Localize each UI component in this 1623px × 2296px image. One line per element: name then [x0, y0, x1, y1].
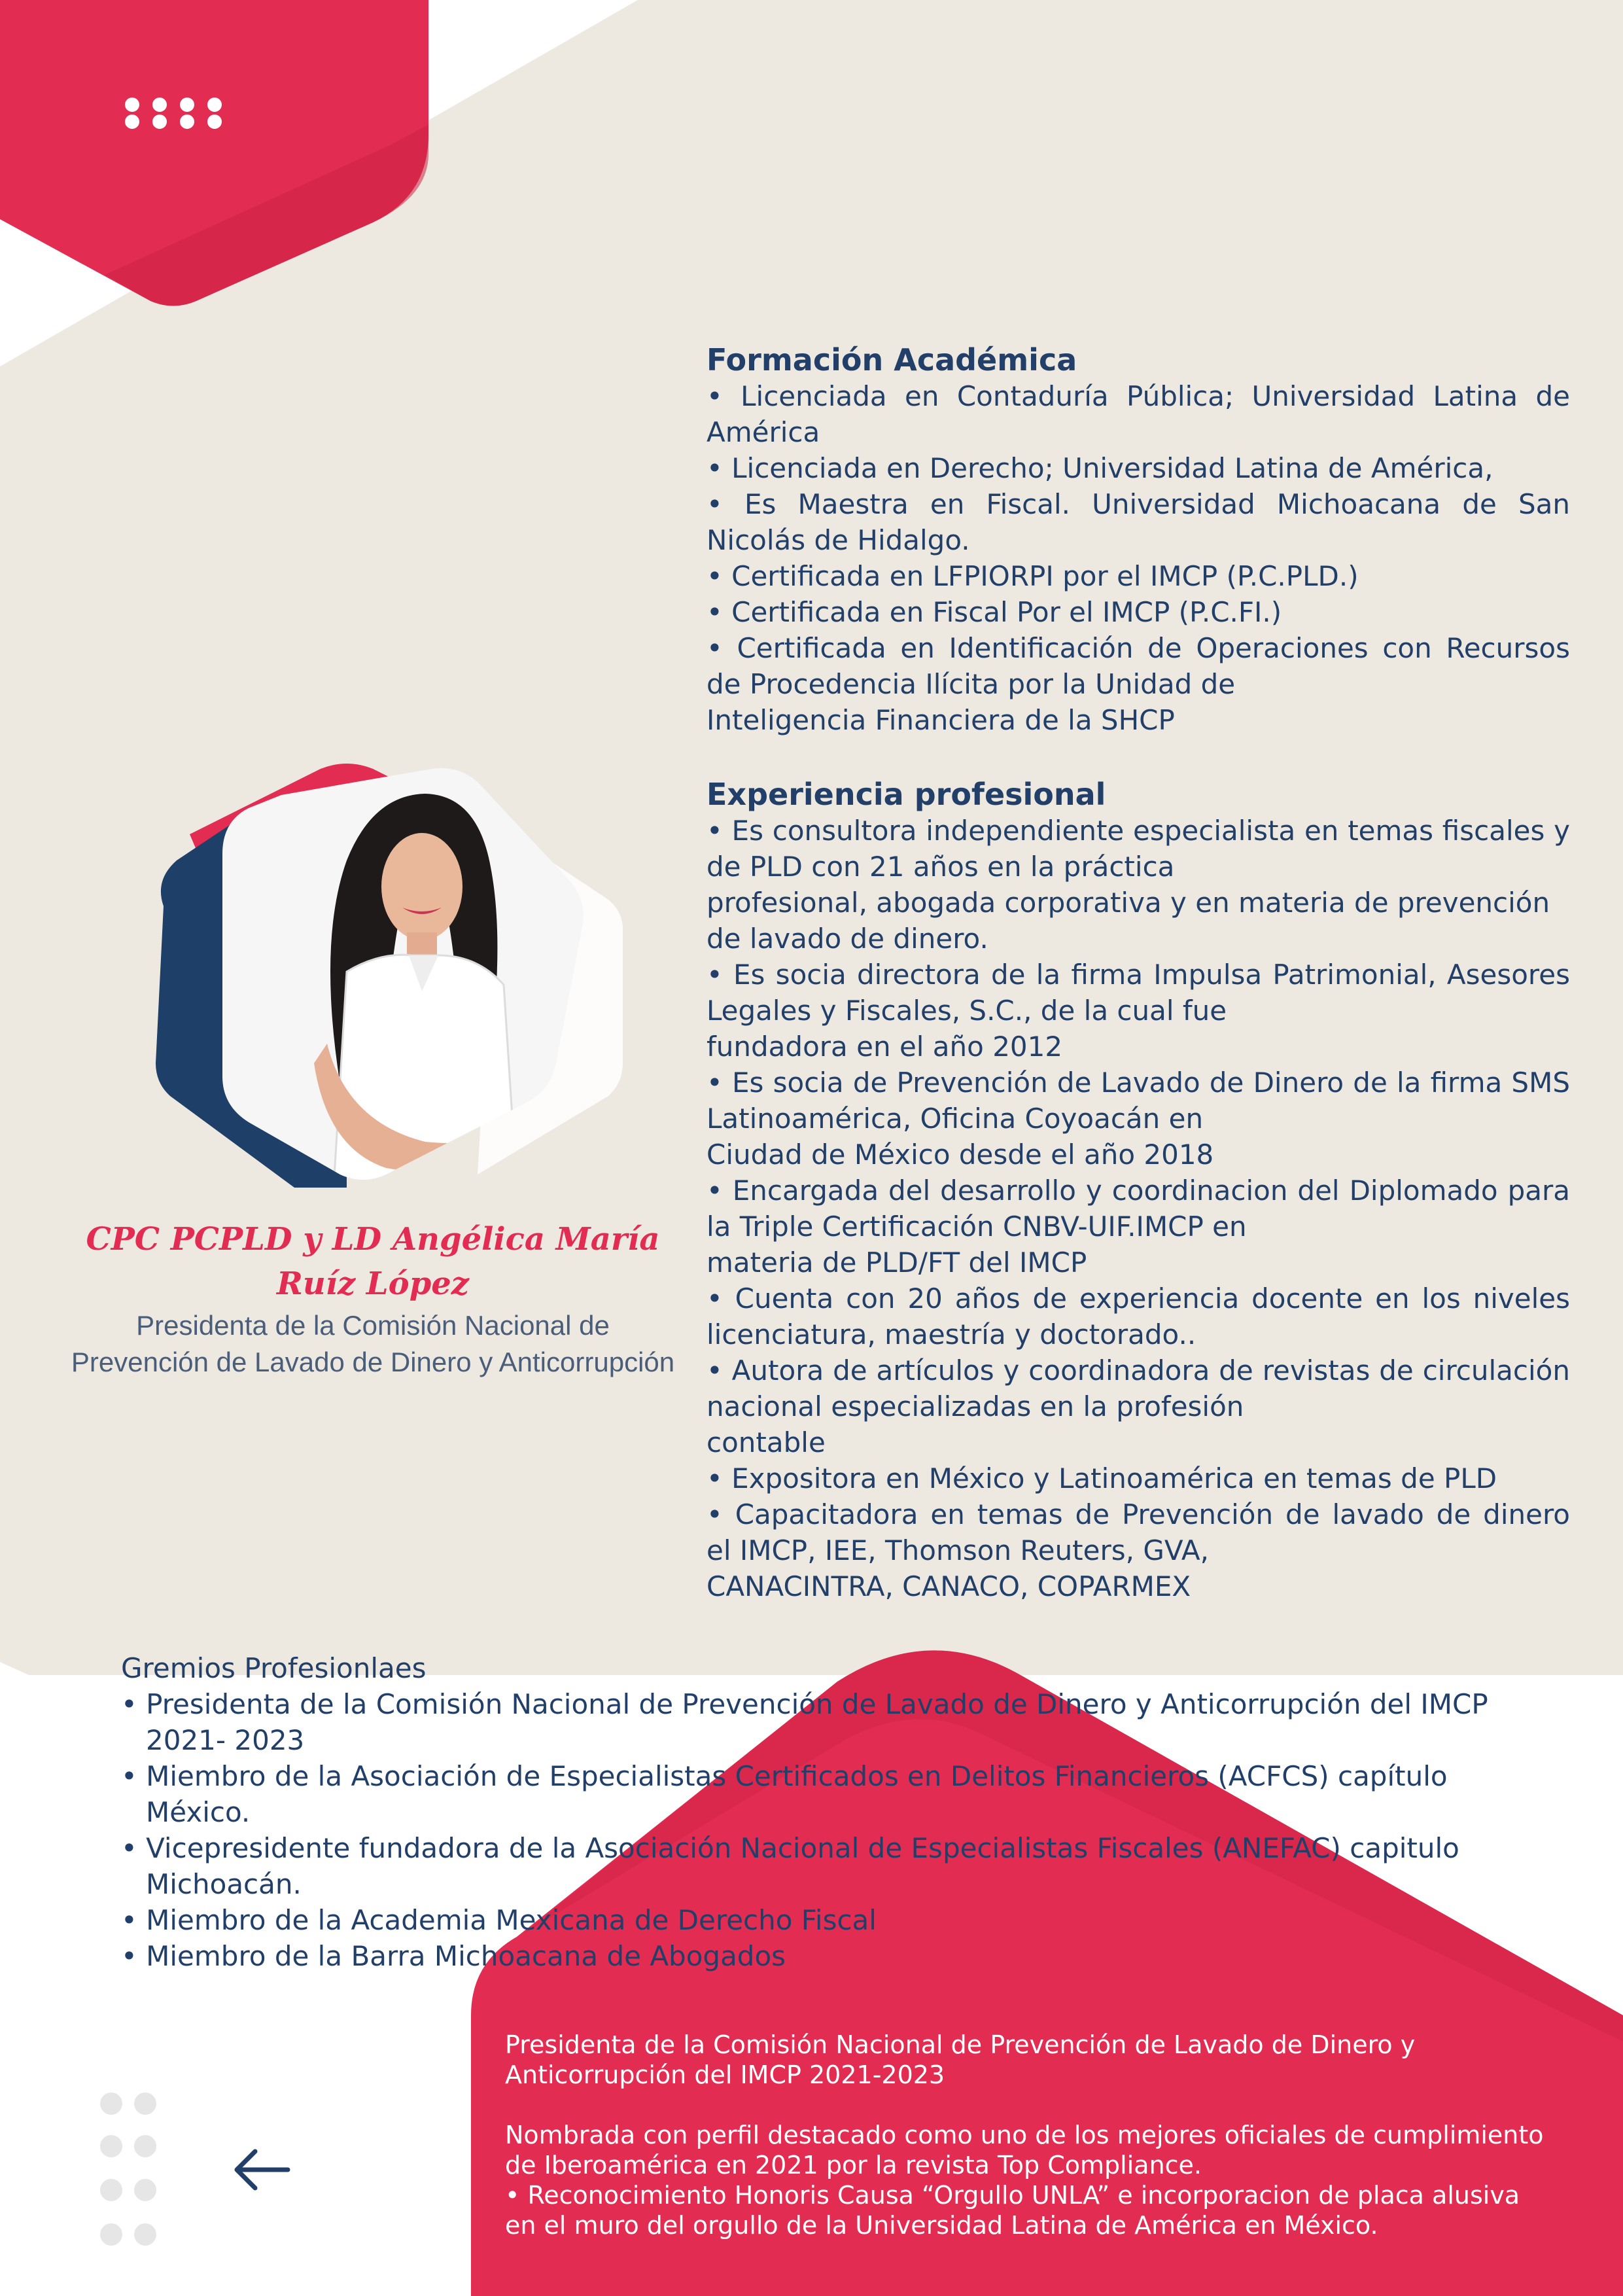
section-awards: [505, 2030, 1571, 2240]
experiencia-line: • Es consultora independiente especialista en temas fiscales y de PLD con 21 años en la práctica: [707, 815, 1570, 883]
experiencia-line: • Autora de artículos y coordinadora de revistas de circulación nacional especializadas en la profesión: [707, 1354, 1570, 1422]
gremios-item: • Miembro de la Asociación de Especialistas Certificados en Delitos Financieros (ACFCS) capítulo: [121, 1760, 1448, 1792]
gremios-title: Gremios Profesionlaes: [121, 1652, 427, 1684]
arrow-left-icon[interactable]: [229, 2138, 294, 2204]
gremios-item: • Miembro de la Barra Michoacana de Abogados: [121, 1940, 786, 1972]
formacion-line: • Es Maestra en Fiscal. Universidad Michoacana de San Nicolás de Hidalgo.: [707, 488, 1570, 556]
formacion-title: Formación Académica: [707, 342, 1077, 378]
experiencia-line: Ciudad de México desde el año 2018: [707, 1139, 1214, 1171]
profile-role: [59, 1307, 687, 1381]
gremios-item: México.: [146, 1796, 251, 1828]
section-experiencia: [707, 776, 1570, 1604]
section-gremios: [121, 1650, 1534, 1974]
awards-p1-line1: Presidenta de la Comisión Nacional de Prevención de Lavado de Dinero y: [505, 2030, 1416, 2059]
experiencia-line: • Cuenta con 20 años de experiencia docente en los niveles licenciatura, maestría y doctorado..: [707, 1282, 1570, 1351]
experiencia-title: Experiencia profesional: [707, 777, 1106, 812]
formacion-line: • Certificada en Fiscal Por el IMCP (P.C.FI.): [707, 596, 1282, 628]
awards-p2-line1: Nombrada con perfil destacado como uno de los mejores oficiales de cumplimiento: [505, 2121, 1544, 2149]
dots-menu-icon[interactable]: [123, 97, 228, 130]
formacion-line: Inteligencia Financiera de la SHCP: [707, 704, 1175, 736]
gremios-item: 2021- 2023: [146, 1724, 305, 1756]
profile-role-line2: Prevención de Lavado de Dinero y Anticorrupción: [71, 1347, 675, 1377]
profile-photo-frame: [150, 756, 628, 1188]
experiencia-line: • Es socia directora de la firma Impulsa Patrimonial, Asesores Legales y Fiscales, S.C., de la cual fue: [707, 959, 1570, 1027]
awards-p3-line1: • Reconocimiento Honoris Causa “Orgullo UNLA” e incorporacion de placa alusiva: [505, 2181, 1520, 2210]
awards-p3-line2: en el muro del orgullo de la Universidad Latina de América en México.: [505, 2211, 1378, 2240]
experiencia-line: • Expositora en México y Latinoamérica en temas de PLD: [707, 1462, 1497, 1494]
section-formacion: [707, 342, 1570, 738]
experiencia-line: • Capacitadora en temas de Prevención de lavado de dinero el IMCP, IEE, Thomson Reuters, GVA,: [707, 1498, 1570, 1566]
profile-name-line1: CPC PCPLD y LD Angélica María: [86, 1221, 660, 1258]
awards-p2-line2: de Iberoamérica en 2021 por la revista Top Compliance.: [505, 2151, 1202, 2180]
awards-p1-line2: Anticorrupción del IMCP 2021-2023: [505, 2060, 945, 2089]
experiencia-line: profesional, abogada corporativa y en materia de prevención de lavado de dinero.: [707, 887, 1550, 955]
profile-name-line2: Ruíz López: [276, 1265, 470, 1302]
experiencia-line: contable: [707, 1426, 826, 1458]
profile-name: [59, 1217, 687, 1306]
gremios-item: Michoacán.: [146, 1868, 302, 1900]
experiencia-line: materia de PLD/FT del IMCP: [707, 1246, 1087, 1279]
gremios-item: • Presidenta de la Comisión Nacional de Prevención de Lavado de Dinero y Anticorrupción del IMCP: [121, 1688, 1488, 1720]
formacion-line: • Licenciada en Derecho; Universidad Latina de América,: [707, 452, 1493, 484]
formacion-line: • Certificada en LFPIORPI por el IMCP (P.C.PLD.): [707, 560, 1359, 592]
gremios-item: • Miembro de la Academia Mexicana de Derecho Fiscal: [121, 1904, 877, 1936]
gremios-item: • Vicepresidente fundadora de la Asociación Nacional de Especialistas Fiscales (ANEFAC) capitulo: [121, 1832, 1459, 1864]
experiencia-line: CANACINTRA, CANACO, COPARMEX: [707, 1570, 1191, 1602]
experiencia-line: • Es socia de Prevención de Lavado de Dinero de la firma SMS Latinoamérica, Oficina Coyoacán en: [707, 1067, 1570, 1135]
profile-role-line1: Presidenta de la Comisión Nacional de: [136, 1310, 610, 1341]
dots-grid-icon: [98, 2091, 164, 2254]
experiencia-line: • Encargada del desarrollo y coordinacion del Diplomado para la Triple Certificación CNBV-UIF.IMCP en: [707, 1174, 1570, 1243]
experiencia-line: fundadora en el año 2012: [707, 1031, 1063, 1063]
portrait-face: [381, 833, 462, 940]
formacion-line: • Licenciada en Contaduría Pública; Universidad Latina de América: [707, 380, 1570, 448]
formacion-line: • Certificada en Identificación de Operaciones con Recursos de Procedencia Ilícita por la Unidad de: [707, 632, 1570, 700]
